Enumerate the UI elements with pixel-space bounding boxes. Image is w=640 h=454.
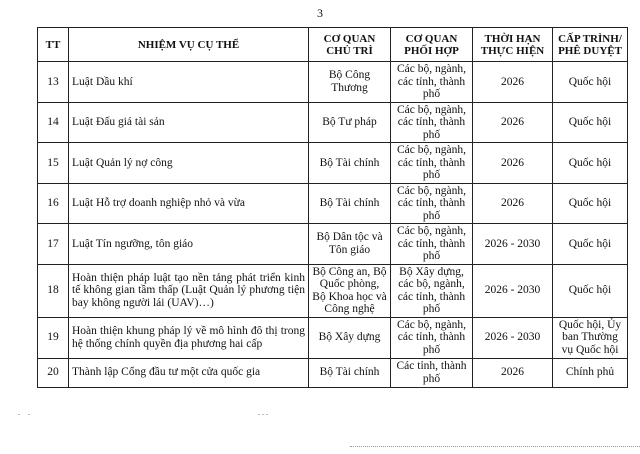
- cell-tt: 13: [38, 62, 69, 103]
- cell-coop: Các bộ, ngành, các tỉnh, thành phố: [391, 102, 473, 143]
- cell-approve: Quốc hội: [553, 102, 628, 143]
- cell-task: Luật Hỗ trợ doanh nghiệp nhỏ và vừa: [69, 183, 309, 224]
- cell-task: Thành lập Cổng đầu tư một cửa quốc gia: [69, 358, 309, 387]
- table-row: [38, 358, 628, 387]
- cell-tt: 20: [38, 358, 69, 387]
- cell-task: Luật Quản lý nợ công: [69, 143, 309, 184]
- cell-tt: 14: [38, 102, 69, 143]
- table-row: [38, 183, 628, 224]
- scan-speck: .: [18, 408, 20, 417]
- task-table: [37, 27, 628, 388]
- cell-time: 2026: [473, 62, 553, 103]
- cell-approve: Chính phủ: [553, 358, 628, 387]
- cell-time: 2026: [473, 143, 553, 184]
- cell-tt: 19: [38, 317, 69, 358]
- table-row: [38, 224, 628, 265]
- table-row: [38, 317, 628, 358]
- cell-task: Luật Dầu khí: [69, 62, 309, 103]
- cell-task: Hoàn thiện khung pháp lý về mô hình đô thị trong hệ thống chính quyền địa phương hai cấp: [69, 317, 309, 358]
- cell-approve: Quốc hội: [553, 264, 628, 317]
- cell-tt: 16: [38, 183, 69, 224]
- header-approval: CẤP TRÌNH/ PHÊ DUYỆT: [553, 28, 628, 62]
- cell-tt: 15: [38, 143, 69, 184]
- table-row: [38, 264, 628, 317]
- cell-lead: Bộ Tư pháp: [309, 102, 391, 143]
- cell-approve: Quốc hội: [553, 183, 628, 224]
- table-row: [38, 143, 628, 184]
- table-header-row: [38, 28, 628, 62]
- scan-speck: .: [28, 408, 30, 417]
- cell-lead: Bộ Dân tộc và Tôn giáo: [309, 224, 391, 265]
- cell-task: Hoàn thiện pháp luật tạo nền tảng phát triển kinh tế không gian tầm thấp (Luật Quản lý phương tiện bay không người lái (UAV)…): [69, 264, 309, 317]
- cell-approve: Quốc hội: [553, 62, 628, 103]
- cell-lead: Bộ Công Thương: [309, 62, 391, 103]
- cell-lead: Bộ Tài chính: [309, 358, 391, 387]
- page-number: 3: [317, 6, 323, 20]
- table-row: [38, 102, 628, 143]
- cell-time: 2026 - 2030: [473, 224, 553, 265]
- cell-coop: Các bộ, ngành, các tỉnh, thành phố: [391, 62, 473, 103]
- cell-time: 2026 - 2030: [473, 317, 553, 358]
- cell-time: 2026 - 2030: [473, 264, 553, 317]
- header-lead-agency: CƠ QUAN CHỦ TRÌ: [309, 28, 391, 62]
- cell-coop: Bộ Xây dựng, các bộ, ngành, các tỉnh, thành phố: [391, 264, 473, 317]
- cell-lead: Bộ Xây dựng: [309, 317, 391, 358]
- cell-approve: Quốc hội: [553, 224, 628, 265]
- cell-lead: Bộ Tài chính: [309, 183, 391, 224]
- cell-task: Luật Đấu giá tài sản: [69, 102, 309, 143]
- cell-approve: Quốc hội, Ủy ban Thường vụ Quốc hội: [553, 317, 628, 358]
- header-tt: TT: [38, 28, 69, 62]
- cell-coop: Các bộ, ngành, các tỉnh, thành phố: [391, 183, 473, 224]
- scan-speck: . . .: [258, 408, 268, 417]
- cell-task: Luật Tín ngưỡng, tôn giáo: [69, 224, 309, 265]
- cell-time: 2026: [473, 102, 553, 143]
- cell-coop: Các bộ, ngành, các tỉnh, thành phố: [391, 143, 473, 184]
- cell-lead: Bộ Công an, Bộ Quốc phòng, Bộ Khoa học và Công nghệ: [309, 264, 391, 317]
- header-coop-agency: CƠ QUAN PHỐI HỢP: [391, 28, 473, 62]
- header-task: NHIỆM VỤ CỤ THỂ: [69, 28, 309, 62]
- cell-coop: Các tỉnh, thành phố: [391, 358, 473, 387]
- cell-coop: Các bộ, ngành, các tỉnh, thành phố: [391, 317, 473, 358]
- cell-tt: 17: [38, 224, 69, 265]
- cell-lead: Bộ Tài chính: [309, 143, 391, 184]
- header-deadline: THỜI HẠN THỰC HIỆN: [473, 28, 553, 62]
- scan-edge-marks: [350, 446, 640, 453]
- cell-time: 2026: [473, 358, 553, 387]
- cell-time: 2026: [473, 183, 553, 224]
- cell-approve: Quốc hội: [553, 143, 628, 184]
- cell-coop: Các bộ, ngành, các tỉnh, thành phố: [391, 224, 473, 265]
- table-row: [38, 62, 628, 103]
- cell-tt: 18: [38, 264, 69, 317]
